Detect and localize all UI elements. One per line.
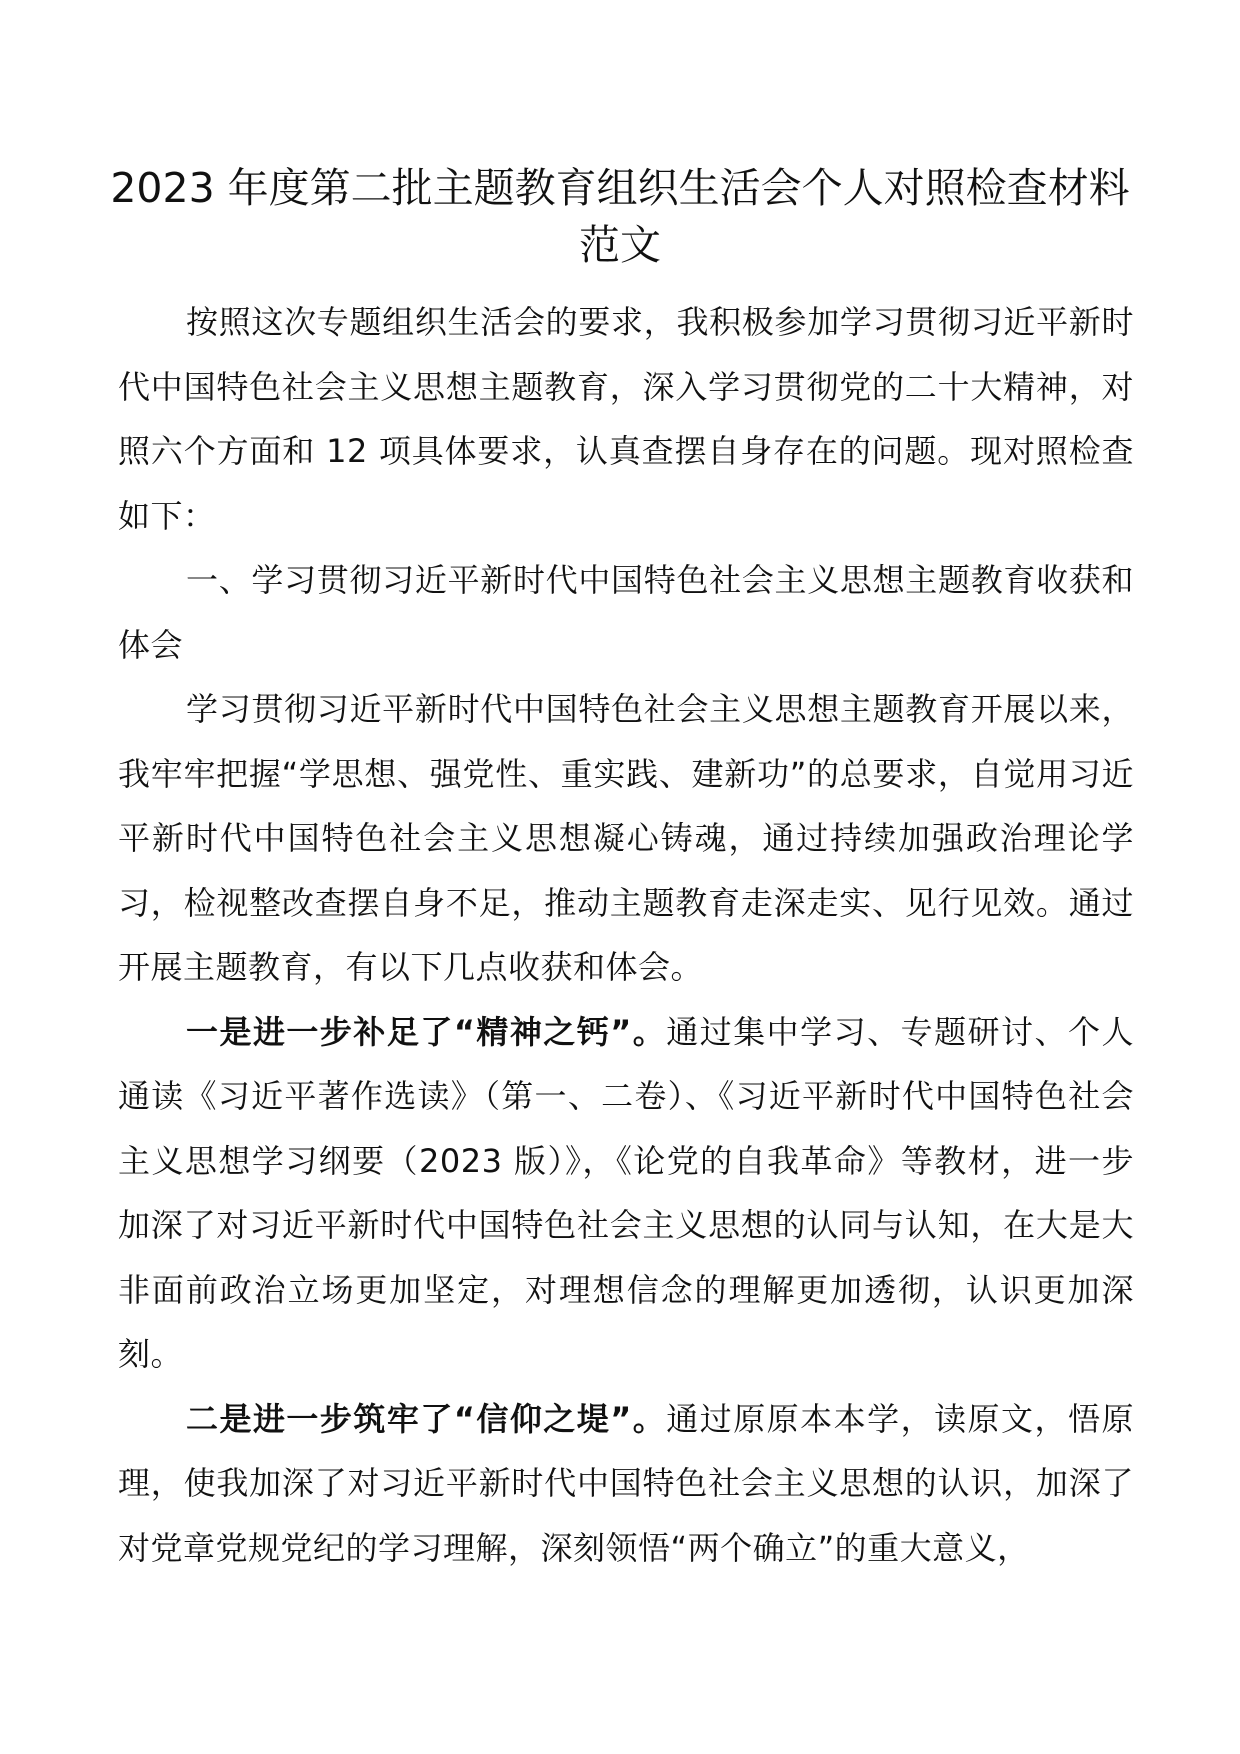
section-heading-text: 一、学习贯彻习近平新时代中国特色社会主义思想主题教育收获和体会 <box>118 561 1134 664</box>
paragraph-point-one <box>118 1000 1134 1387</box>
paragraph-intro <box>118 290 1134 548</box>
paragraph-text: 按照这次专题组织生活会的要求，我积极参加学习贯彻习近平新时代中国特色社会主义思想主题教育，深入学习贯彻党的二十大精神，对照六个方面和 12 项具体要求，认真查摆自身存在的问题。现对照检查如下： <box>118 303 1134 535</box>
document-body <box>118 290 1134 1580</box>
paragraph-lead: 二是进一步筑牢了“信仰之堤”。 <box>186 1399 667 1438</box>
document-title: 2023 年度第二批主题教育组织生活会个人对照检查材料范文 <box>110 164 1130 269</box>
paragraph-lead: 一是进一步补足了“精神之钙”。 <box>186 1012 667 1051</box>
paragraph-text: 通过集中学习、专题研讨、个人通读《习近平著作选读》（第一、二卷）、《习近平新时代中国特色社会主义思想学习纲要（2023 版）》，《论党的自我革命》等教材，进一步加深了对习近平新时代中国特色社会主义思想的认同与认知，在大是大非面前政治立场更加坚定，对理想信念的理解更加透彻，认识更加深刻。 <box>118 1012 1134 1373</box>
section-heading <box>118 548 1134 677</box>
paragraph-text: 学习贯彻习近平新时代中国特色社会主义思想主题教育开展以来，我牢牢把握“学思想、强党性、重实践、建新功”的总要求，自觉用习近平新时代中国特色社会主义思想凝心铸魂，通过持续加强政治理论学习，检视整改查摆自身不足，推动主题教育走深走实、见行见效。通过开展主题教育，有以下几点收获和体会。 <box>118 690 1134 986</box>
paragraph-point-two <box>118 1387 1134 1581</box>
paragraph-overview <box>118 677 1134 1000</box>
paragraph-text: 通过原原本本学，读原文，悟原理，使我加深了对习近平新时代中国特色社会主义思想的认识，加深了对党章党规党纪的学习理解，深刻领悟“两个确立”的重大意义， <box>118 1399 1134 1567</box>
